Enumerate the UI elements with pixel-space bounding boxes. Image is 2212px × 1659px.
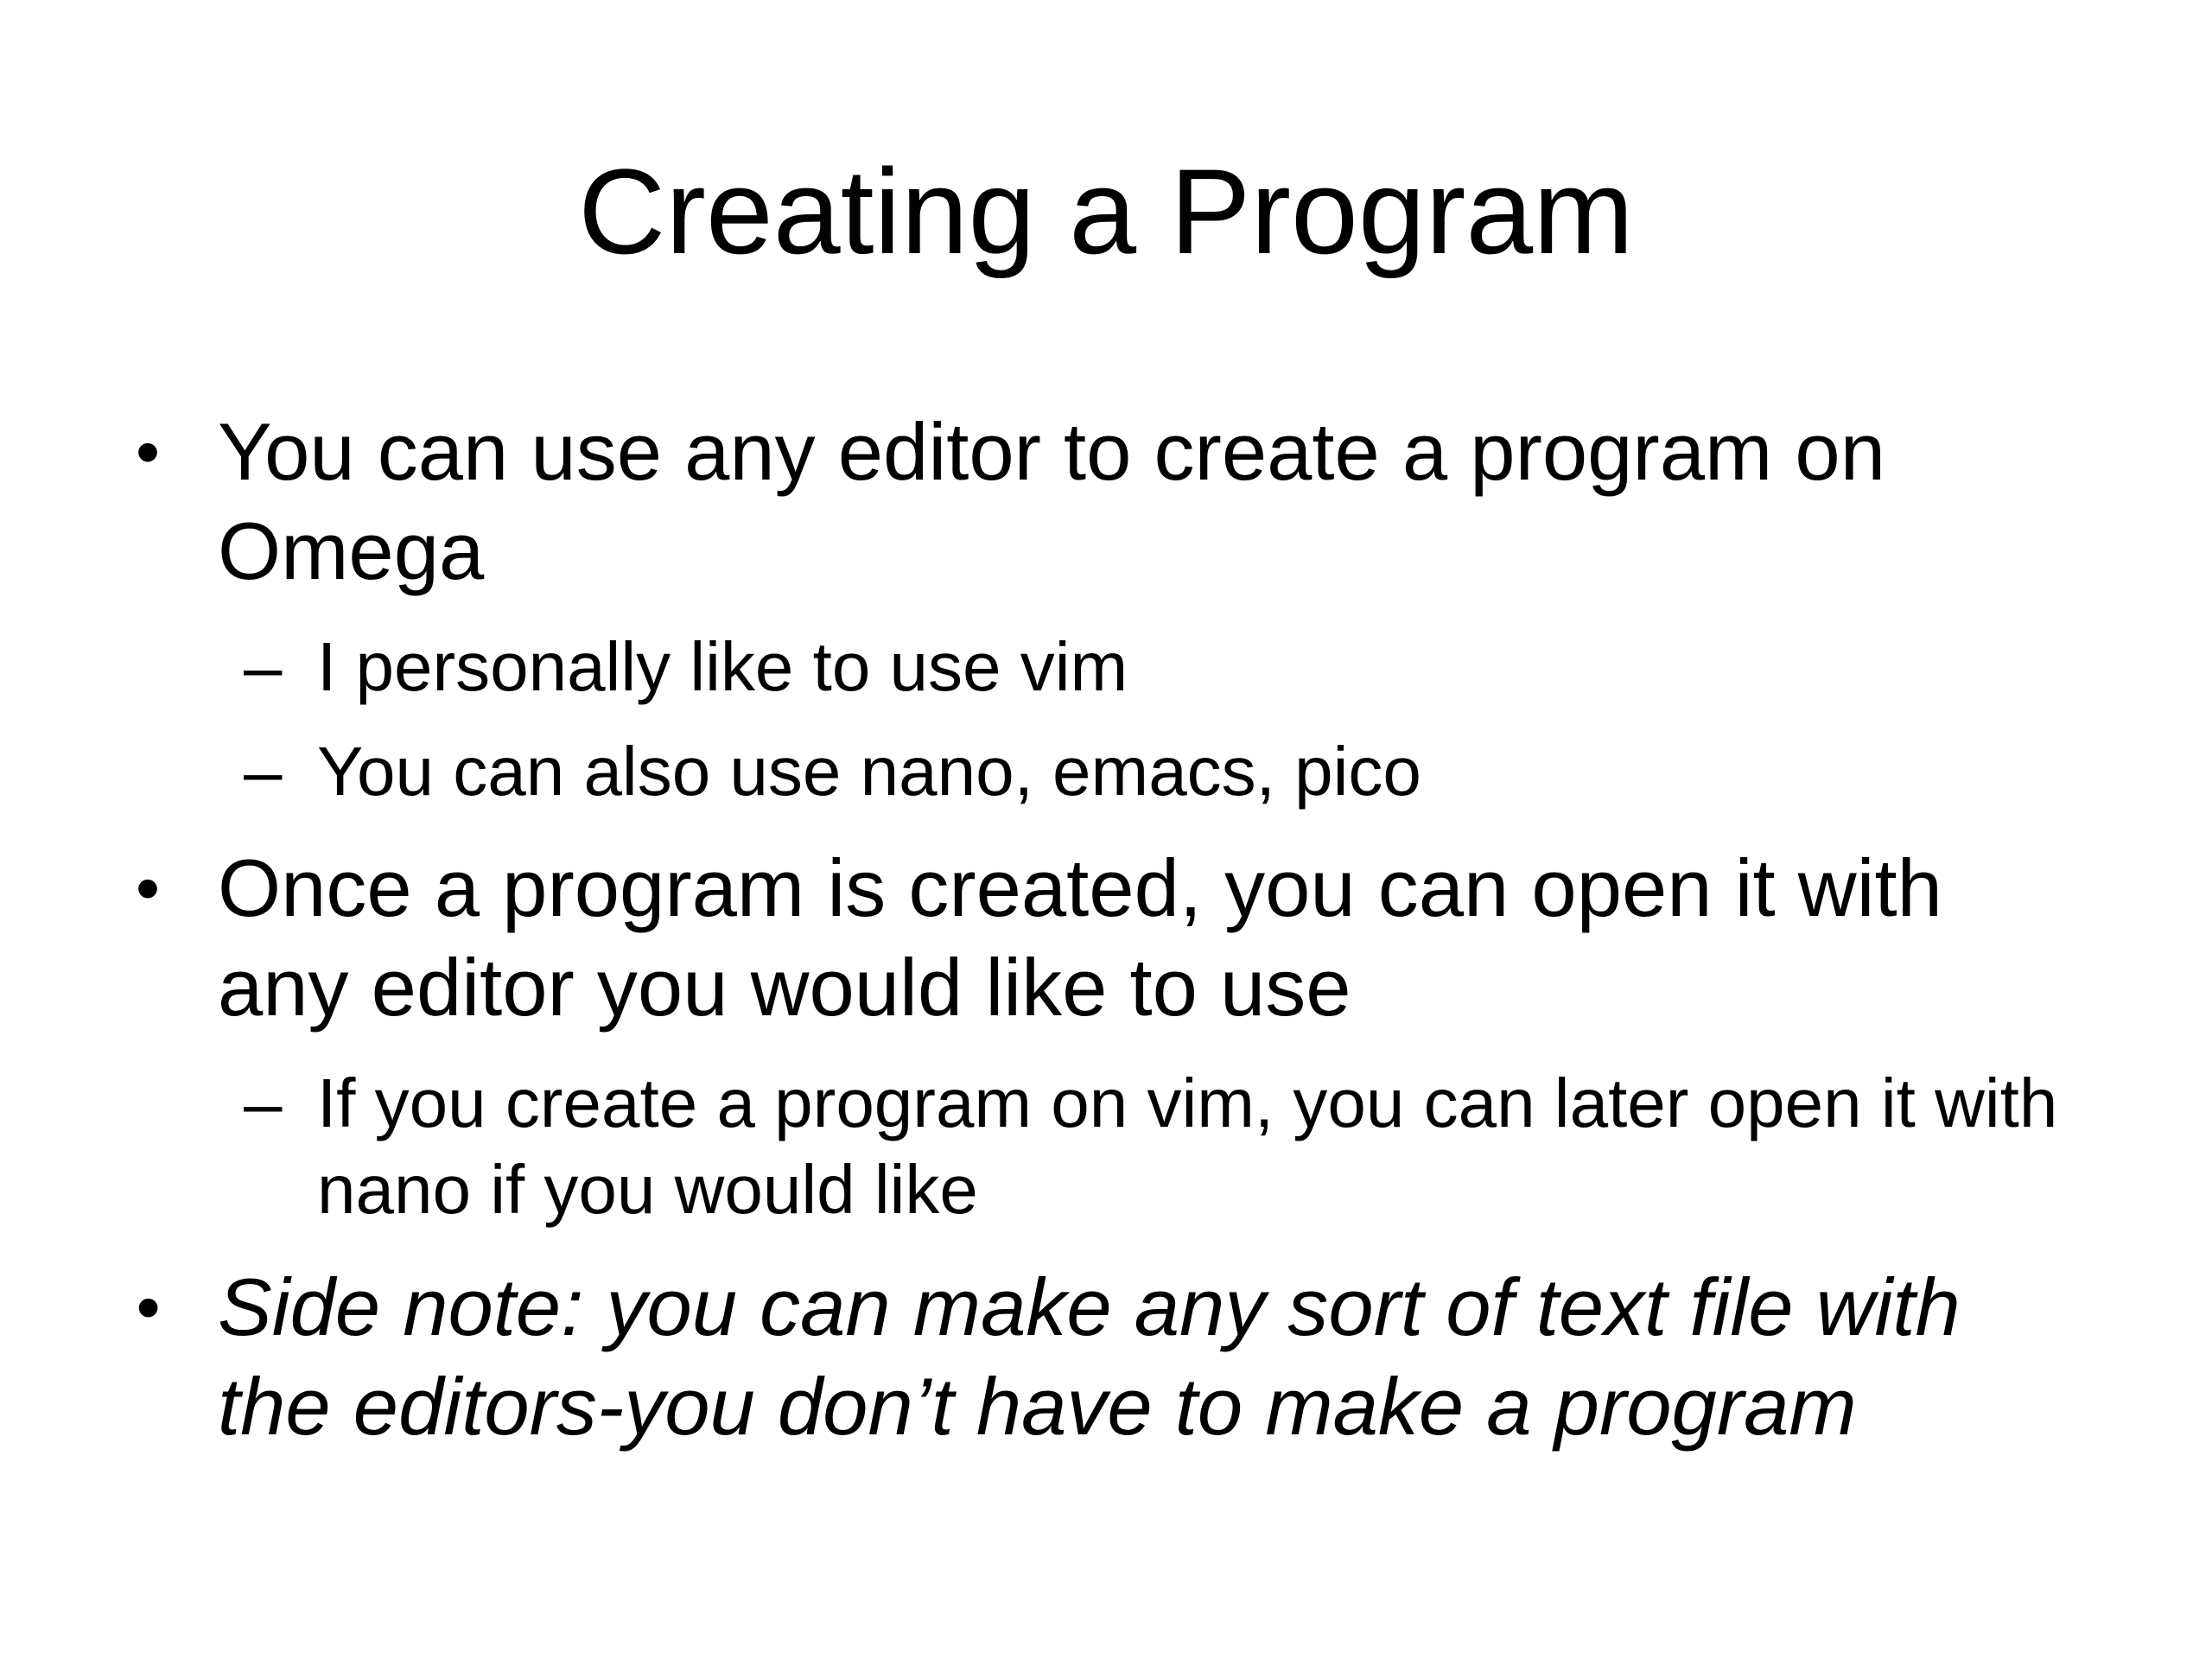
bullet-item	[136, 838, 2075, 1037]
sub-bullet-item	[244, 1060, 2080, 1233]
dash-icon: –	[244, 628, 283, 705]
sub-bullet-text: I personally like to use vim	[317, 628, 1128, 705]
slide-title: Creating a Program	[578, 143, 1634, 279]
bullet-icon: •	[136, 413, 161, 490]
side-note-item	[136, 1257, 2075, 1456]
sub-bullet-text: You can also use nano, emacs, pico	[317, 733, 1421, 810]
dash-icon: –	[244, 1065, 283, 1141]
bullet-text: You can use any editor to create a program on Omega	[218, 406, 1885, 596]
bullet-item	[136, 402, 2075, 601]
dash-icon: –	[244, 733, 283, 810]
sub-bullet-item	[244, 728, 2080, 815]
side-note-text: Side note: you can make any sort of text file with the editors-you don’t have to make a program	[218, 1262, 1961, 1452]
bullet-text: Once a program is created, you can open it with any editor you would like to use	[218, 842, 1942, 1033]
sub-bullet-item	[244, 624, 2080, 710]
sub-bullet-text: If you create a program on vim, you can later open it with nano if you would like	[317, 1065, 2058, 1228]
bullet-icon: •	[136, 849, 161, 926]
bullet-icon: •	[136, 1268, 161, 1345]
